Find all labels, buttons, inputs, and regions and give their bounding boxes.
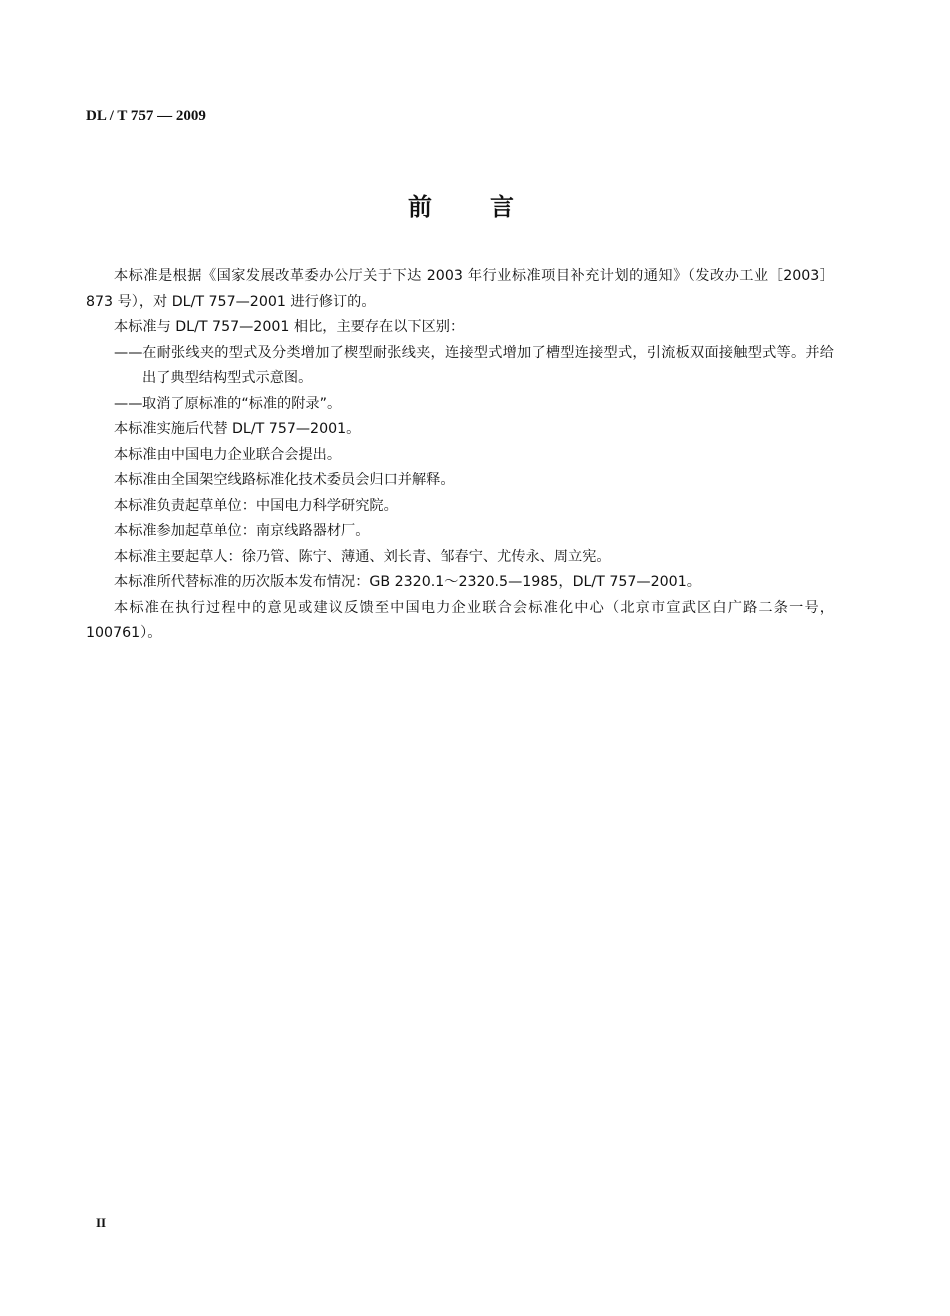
dash-marker: —— bbox=[114, 344, 143, 361]
paragraph-lead-drafter: 本标准负责起草单位：中国电力科学研究院。 bbox=[114, 497, 398, 514]
page-title bbox=[408, 187, 514, 222]
paragraph-proposed-by: 本标准由中国电力企业联合会提出。 bbox=[114, 446, 342, 463]
paragraph-participating-drafter: 本标准参加起草单位：南京线路器材厂。 bbox=[114, 523, 370, 539]
paragraph-main-drafters: 本标准主要起草人：徐乃管、陈宁、薄通、刘长青、邹春宁、尤传永、周立宪。 bbox=[114, 548, 611, 565]
paragraph-basis: 本标准是根据《国家发展改革委办公厅关于下达 2003 年行业标准项目补充计划的通知》（发改办工业［2003］873 号），对 DL/T 757—2001 进行修订的。 bbox=[86, 268, 834, 310]
paragraph-feedback: 本标准在执行过程中的意见或建议反馈至中国电力企业联合会标准化中心（北京市宣武区白广路二条一号，100761）。 bbox=[86, 599, 834, 641]
list-item-text: 取消了原标准的“标准的附录”。 bbox=[142, 395, 342, 412]
foreword-body bbox=[86, 264, 834, 647]
list-item-text: 在耐张线夹的型式及分类增加了楔型耐张线夹，连接型式增加了槽型连接型式，引流板双面接触型式等。并给出了典型结构型式示意图。 bbox=[142, 344, 834, 386]
paragraph-previous-editions: 本标准所代替标准的历次版本发布情况：GB 2320.1～2320.5—1985，DL/T 757—2001。 bbox=[114, 574, 701, 590]
page-title-char-1: 前 bbox=[408, 193, 432, 221]
paragraph-differences-intro: 本标准与 DL/T 757—2001 相比，主要存在以下区别： bbox=[114, 319, 465, 335]
dash-marker: —— bbox=[114, 395, 143, 412]
page-title-char-2: 言 bbox=[490, 193, 514, 221]
list-item-difference-1 bbox=[86, 341, 834, 392]
standard-code-header: DL / T 757 — 2009 bbox=[86, 108, 206, 124]
list-item-difference-2 bbox=[86, 392, 834, 418]
paragraph-managed-by: 本标准由全国架空线路标准化技术委员会归口并解释。 bbox=[114, 472, 455, 488]
paragraph-replaces: 本标准实施后代替 DL/T 757—2001。 bbox=[114, 421, 361, 437]
page-number: II bbox=[96, 1215, 107, 1230]
